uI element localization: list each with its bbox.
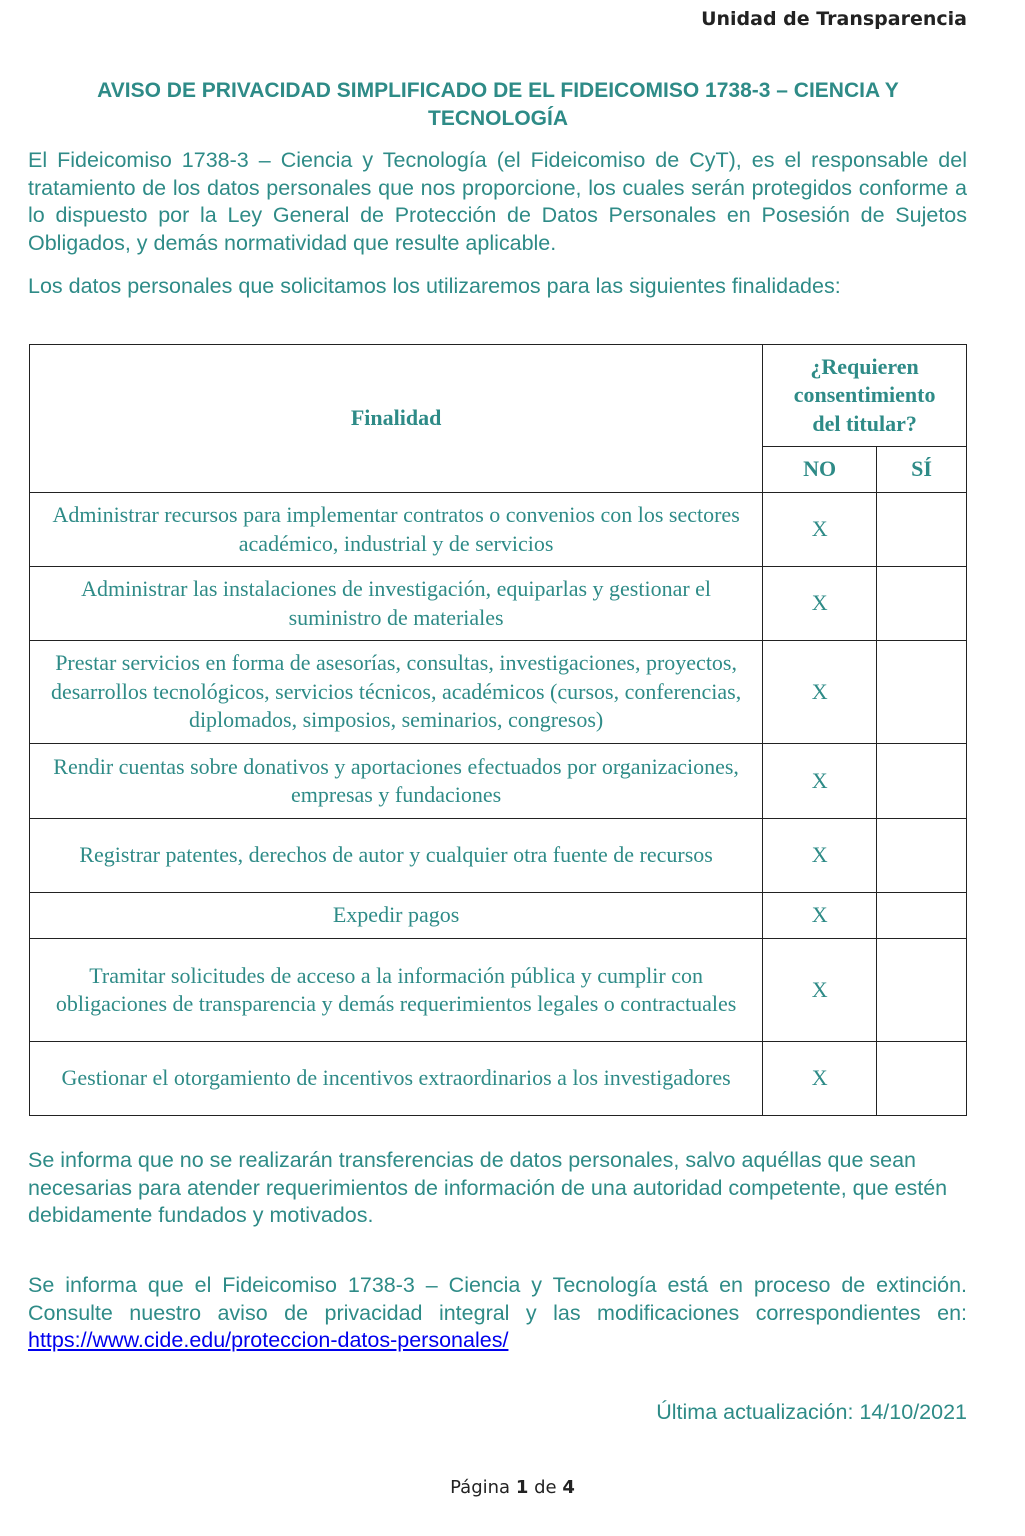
last-update: Última actualización: 14/10/2021: [656, 1400, 967, 1424]
column-header-purpose: Finalidad: [30, 345, 763, 493]
purpose-cell: Prestar servicios en forma de asesorías, consultas, investigaciones, proyectos, desarrollos tecnológicos, servicios técnicos, académicos (cursos, conferencias, diplomados, simposios, seminarios, congresos): [30, 641, 763, 744]
table-row: [30, 744, 967, 819]
table-row: [30, 567, 967, 641]
si-cell: [877, 493, 967, 567]
page-current: 1: [515, 1477, 529, 1498]
page-total: 4: [562, 1477, 575, 1498]
si-cell: [877, 641, 967, 744]
no-cell: X: [763, 893, 877, 939]
purposes-table: [29, 344, 967, 1116]
table-row: [30, 1042, 967, 1116]
purpose-cell: Administrar las instalaciones de investigación, equiparlas y gestionar el suministro de materiales: [30, 567, 763, 641]
si-cell: [877, 893, 967, 939]
purpose-cell: Registrar patentes, derechos de autor y cualquier otra fuente de recursos: [30, 819, 763, 893]
intro-paragraph: El Fideicomiso 1738-3 – Ciencia y Tecnología (el Fideicomiso de CyT), es el responsable del tratamiento de los datos personales que nos proporcione, los cuales serán protegidos conforme a lo dispuesto por la Ley General de Protección de Datos Personales en Posesión de Sujetos Obligados, y demás normatividad que resulte aplicable.: [28, 148, 967, 255]
si-cell: [877, 1042, 967, 1116]
table-row: [30, 939, 967, 1042]
purpose-cell: Expedir pagos: [30, 893, 763, 939]
no-cell: X: [763, 493, 877, 567]
si-cell: [877, 567, 967, 641]
si-cell: [877, 939, 967, 1042]
column-header-consent: ¿Requieren consentimiento del titular?: [763, 345, 967, 447]
of-label: de: [534, 1477, 557, 1498]
transfers-paragraph: Se informa que no se realizarán transferencias de datos personales, salvo aquéllas que sean necesarias para atender requerimientos de información de una autoridad competente, que estén debidamente fundados y motivados.: [28, 1148, 948, 1227]
purpose-cell: Rendir cuentas sobre donativos y aportaciones efectuados por organizaciones, empresas y fundaciones: [30, 744, 763, 819]
extinction-paragraph: [28, 1272, 967, 1355]
purpose-cell: Gestionar el otorgamiento de incentivos extraordinarios a los investigadores: [30, 1042, 763, 1116]
purpose-cell: Tramitar solicitudes de acceso a la información pública y cumplir con obligaciones de transparencia y demás requerimientos legales o contractuales: [30, 939, 763, 1042]
header-unit-label: Unidad de Transparencia: [701, 8, 967, 30]
purposes-intro: Los datos personales que solicitamos los utilizaremos para las siguientes finalidades:: [28, 274, 841, 298]
no-cell: X: [763, 1042, 877, 1116]
no-cell: X: [763, 819, 877, 893]
document-title: AVISO DE PRIVACIDAD SIMPLIFICADO DE EL FIDEICOMISO 1738-3 – CIENCIA Y TECNOLOGÍA: [97, 79, 899, 130]
column-header-si: SÍ: [877, 447, 967, 493]
extinction-text: Se informa que el Fideicomiso 1738-3 – Ciencia y Tecnología está en proceso de extinción. Consulte nuestro aviso de privacidad integral y las modificaciones correspondientes en:: [28, 1273, 967, 1325]
column-header-no: NO: [763, 447, 877, 493]
no-cell: X: [763, 567, 877, 641]
table-row: [30, 819, 967, 893]
no-cell: X: [763, 939, 877, 1042]
si-cell: [877, 744, 967, 819]
purpose-cell: Administrar recursos para implementar contratos o convenios con los sectores académico, industrial y de servicios: [30, 493, 763, 567]
no-cell: X: [763, 744, 877, 819]
table-row: [30, 493, 967, 567]
page-footer: [0, 1477, 1025, 1498]
no-cell: X: [763, 641, 877, 744]
page-label: Página: [450, 1477, 511, 1498]
privacy-link[interactable]: https://www.cide.edu/proteccion-datos-personales/: [28, 1328, 509, 1352]
table-row: [30, 641, 967, 744]
table-row: [30, 893, 967, 939]
si-cell: [877, 819, 967, 893]
